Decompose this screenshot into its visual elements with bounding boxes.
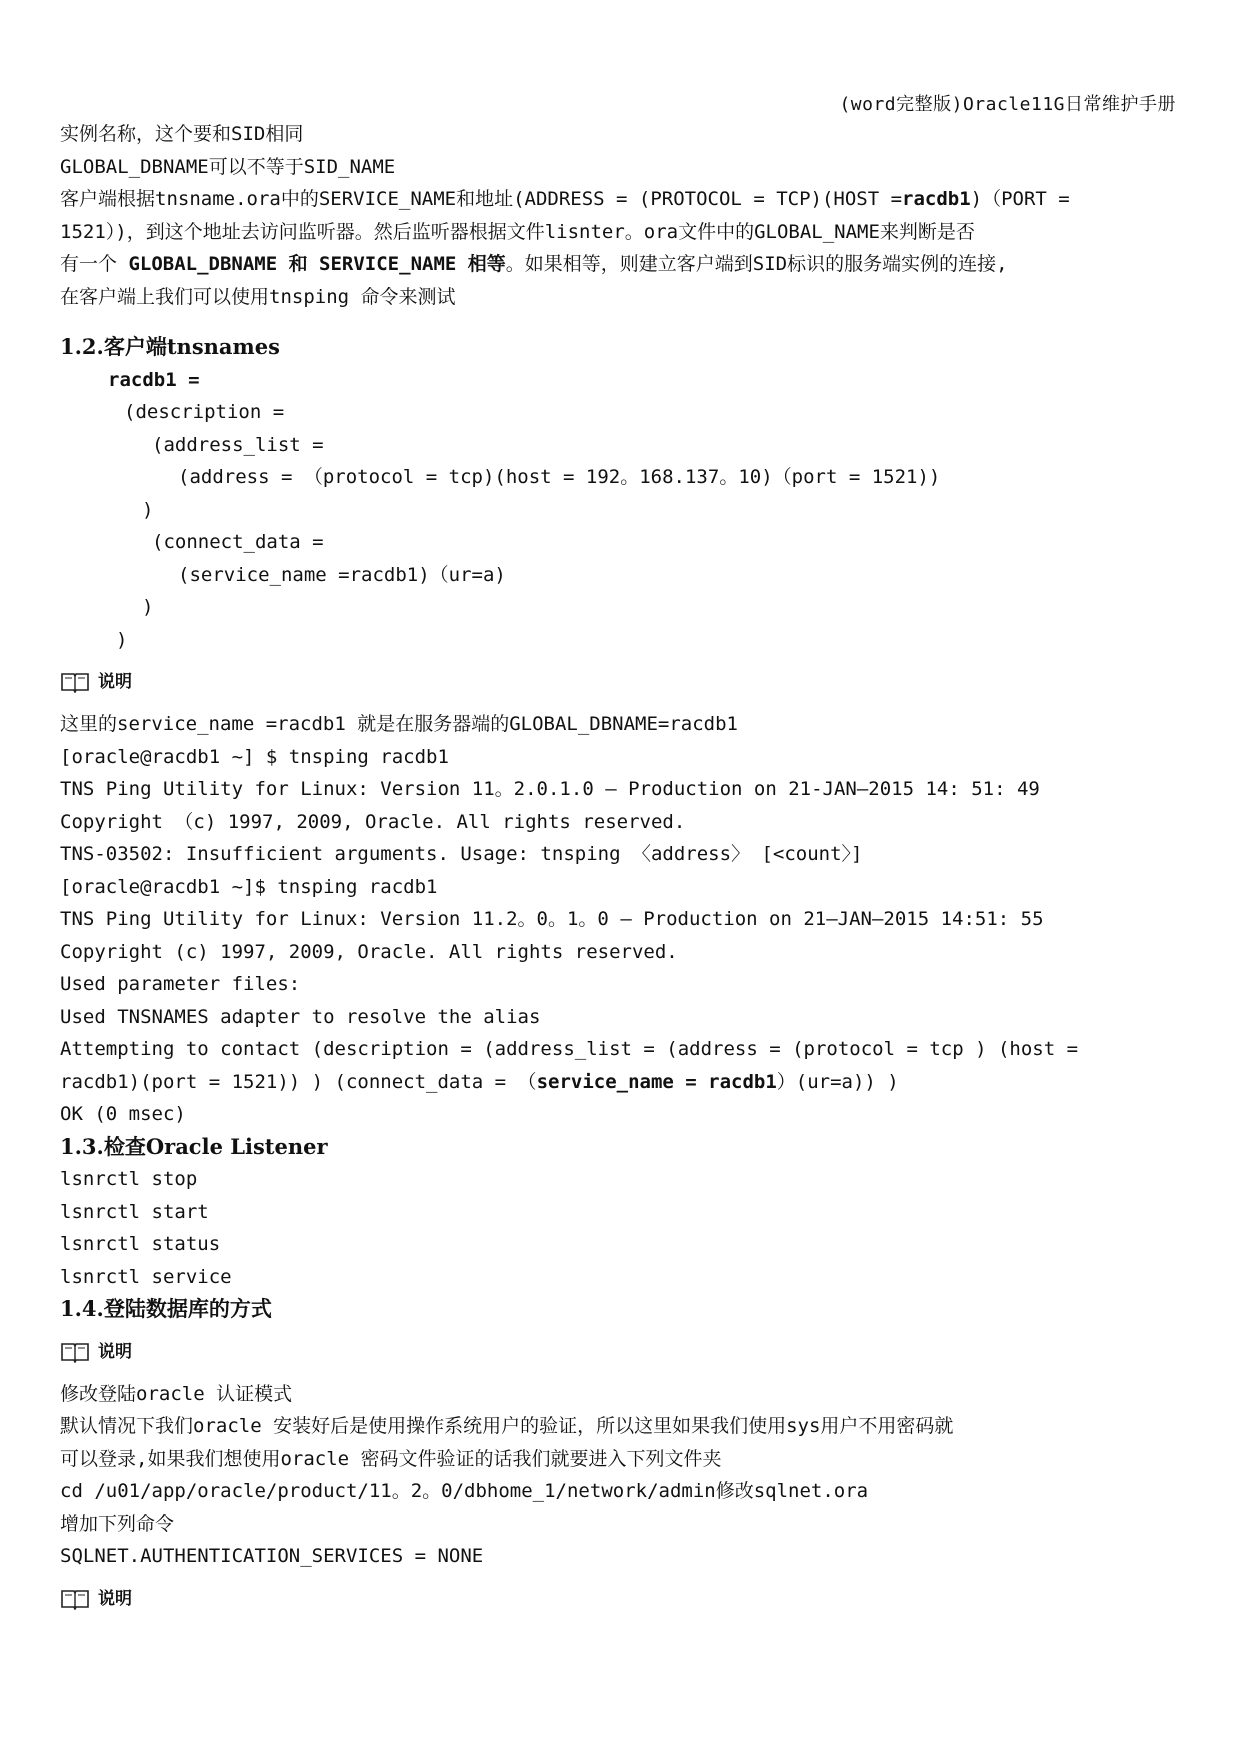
code-line: (address = （protocol = tcp)(host = 192。168.137。10)（port = 1521)) — [178, 466, 941, 488]
intro-line-6: 在客户端上我们可以使用tnsping 命令来测试 — [60, 285, 456, 308]
command-line: lsnrctl status — [60, 1233, 221, 1255]
text-line: Attempting to contact (description = (address_list = (address = (protocol = tcp ) (host = — [60, 1038, 1079, 1060]
section-heading-1-3: 1.3.检查Oracle Listener — [60, 1133, 328, 1159]
bold-host: racdb1 — [902, 188, 971, 210]
note-callout — [60, 1336, 1180, 1368]
code-line: (address_list = — [152, 433, 324, 456]
bold-service-name: service_name = racdb1 — [536, 1070, 777, 1093]
note-label: 说明 — [98, 1341, 132, 1362]
text-line: OK (0 msec) — [60, 1103, 186, 1125]
intro-line-4: 1521）)，到这个地址去访问监听器。然后监听器根据文件lisnter。ora文件中的GLOBAL_NAME来判断是否 — [60, 220, 975, 243]
text-fragment: racdb1)(port = 1521)) ) (connect_data = （ — [60, 1070, 537, 1093]
text-line: 可以登录,如果我们想使用oracle 密码文件验证的话我们就要进入下列文件夹 — [60, 1447, 722, 1470]
intro-text: 。如果相等，则建立客户端到SID标识的服务端实例的连接, — [505, 253, 1008, 275]
code-line: ) — [116, 628, 128, 651]
code-line: (description = — [124, 401, 285, 423]
command-line: lsnrctl service — [60, 1265, 232, 1288]
text-line: [oracle@racdb1 ~]$ tnsping racdb1 — [60, 875, 438, 898]
text-line: SQLNET.AUTHENTICATION_SERVICES = NONE — [60, 1545, 484, 1567]
note-label: 说明 — [98, 1588, 132, 1609]
text-line — [60, 1066, 1180, 1099]
text-line: TNS Ping Utility for Linux: Version 11.2。0。1。0 — Production on 21—JAN—2015 14:51: 55 — [60, 908, 1044, 930]
note-callout — [60, 1583, 1180, 1615]
text-fragment: ）(ur=a)) ) — [776, 1070, 899, 1093]
code-line: (service_name =racdb1)（ur=a) — [178, 563, 506, 586]
text-line: 修改登陆oracle 认证模式 — [60, 1382, 293, 1405]
book-icon — [60, 1588, 90, 1610]
text-line: TNS Ping Utility for Linux: Version 11。2.0.1.0 — Production on 21-JAN—2015 14: 51: 49 — [60, 778, 1040, 800]
text-line: 这里的service_name =racdb1 就是在服务器端的GLOBAL_DBNAME=racdb1 — [60, 713, 738, 735]
code-line: (connect_data = — [152, 531, 324, 553]
book-icon — [60, 1341, 90, 1363]
intro-line-5 — [60, 248, 1180, 281]
command-line: lsnrctl stop — [60, 1168, 198, 1190]
bold-phrase: GLOBAL_DBNAME 和 SERVICE_NAME 相等 — [128, 253, 506, 275]
text-line: [oracle@racdb1 ~] $ tnsping racdb1 — [60, 745, 449, 768]
text-line: Used TNSNAMES adapter to resolve the alias — [60, 1005, 541, 1028]
text-line: Used parameter files: — [60, 973, 301, 995]
code-line: racdb1 = — [108, 368, 200, 391]
section-heading-1-2: 1.2.客户端tnsnames — [60, 334, 280, 359]
note-label: 说明 — [98, 672, 132, 692]
intro-text: 有一个 — [60, 253, 118, 275]
note-callout — [60, 666, 1180, 698]
text-line: TNS-03502: Insufficient arguments. Usage: tnsping 〈address〉 [<count〉] — [60, 843, 863, 865]
book-icon — [60, 671, 90, 693]
text-line: Copyright (c) 1997, 2009, Oracle. All rights reserved. — [60, 940, 678, 963]
section-heading-1-4: 1.4.登陆数据库的方式 — [60, 1296, 272, 1321]
document-body — [60, 118, 1180, 1615]
text-line: 默认情况下我们oracle 安装好后是使用操作系统用户的验证，所以这里如果我们使用sys用户不用密码就 — [60, 1415, 954, 1437]
text-line: 增加下列命令 — [60, 1512, 175, 1535]
intro-line-3 — [60, 183, 1180, 216]
text-line: Copyright （c) 1997, 2009, Oracle. All rights reserved. — [60, 810, 686, 833]
code-line: ) — [142, 498, 154, 521]
intro-line-1: 实例名称，这个要和SID相同 — [60, 123, 304, 145]
command-line: lsnrctl start — [60, 1200, 209, 1223]
intro-text: 客户端根据tnsname.ora中的SERVICE_NAME和地址(ADDRESS = (PROTOCOL = TCP)(HOST = — [60, 188, 903, 210]
intro-line-2: GLOBAL_DBNAME可以不等于SID_NAME — [60, 155, 396, 178]
intro-text: )（PORT = — [970, 188, 1070, 210]
code-line: ) — [142, 596, 154, 618]
page-header: (word完整版)Oracle11G日常维护手册 — [839, 94, 1176, 115]
text-line: cd /u01/app/oracle/product/11。2。0/dbhome_1/network/admin修改sqlnet.ora — [60, 1480, 869, 1502]
